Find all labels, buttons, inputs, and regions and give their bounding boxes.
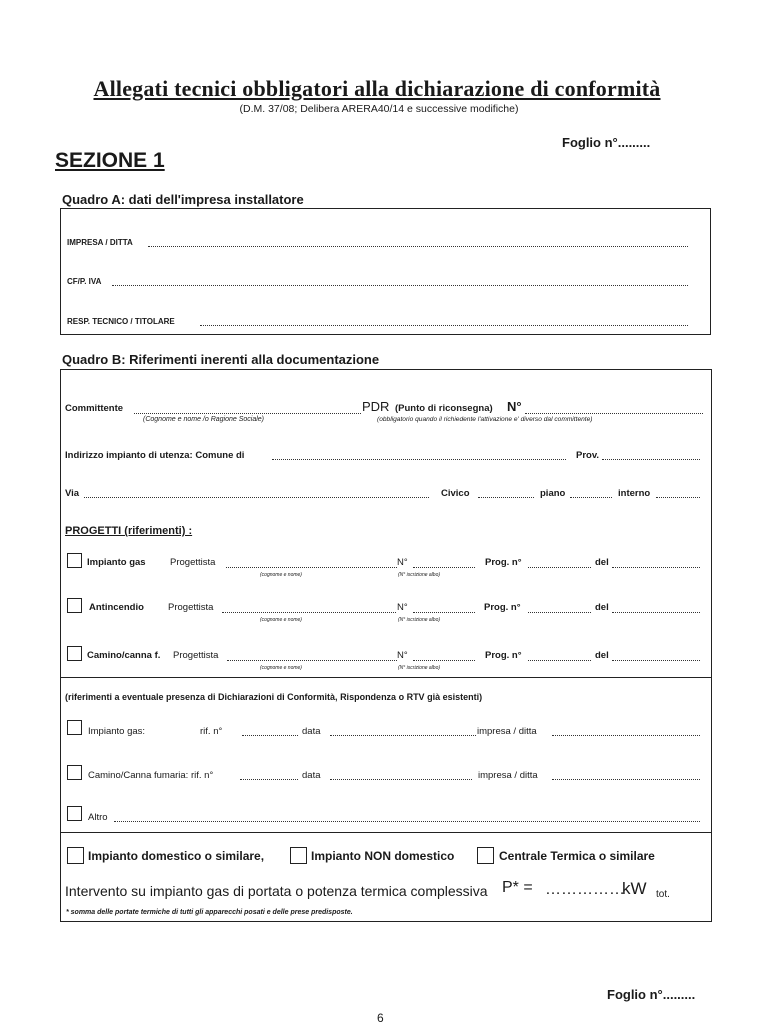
comune-field[interactable] [272, 459, 566, 460]
cf-piva-field[interactable] [112, 285, 688, 286]
quadro-a-box [60, 208, 711, 335]
prov-field[interactable] [602, 459, 700, 460]
rif-date-field[interactable] [330, 779, 472, 780]
page-title: Allegati tecnici obbligatori alla dichiarazione di conformità [93, 76, 661, 101]
section-divider [60, 832, 712, 833]
centrale-checkbox[interactable] [477, 847, 494, 864]
kw-unit-sub: tot. [656, 889, 670, 900]
kw-unit: kW [622, 879, 647, 898]
foglio-number-bottom: Foglio n°......... [607, 987, 696, 1002]
domestico-checkbox[interactable] [67, 847, 84, 864]
rif-date-field[interactable] [330, 735, 476, 736]
progettista-field[interactable] [222, 612, 396, 613]
via-label: Via [65, 488, 80, 499]
altro-field[interactable] [114, 821, 700, 822]
altro-checkbox[interactable] [67, 806, 82, 821]
pdr-label: PDR [362, 399, 390, 414]
cf-piva-label: CF/P. IVA [67, 277, 102, 286]
impresa-label: IMPRESA / DITTA [67, 238, 133, 247]
piano-field[interactable] [570, 497, 612, 498]
progettista-label: Progettista [168, 602, 214, 613]
progettista-field[interactable] [227, 660, 397, 661]
pdr-number-field[interactable] [525, 413, 703, 414]
committente-field[interactable] [134, 413, 361, 414]
rif-camino-checkbox[interactable] [67, 765, 82, 780]
non-domestico-label: Impianto NON domestico [311, 849, 455, 863]
via-field[interactable] [84, 497, 429, 498]
impianto-gas-checkbox[interactable] [67, 553, 82, 568]
data-label: data [302, 726, 321, 737]
iscrizione-field[interactable] [413, 612, 475, 613]
committente-hint: (Cognome e nome /o Ragione Sociale) [143, 416, 265, 423]
resp-tecnico-field[interactable] [200, 325, 688, 326]
progetto-gas-label: Impianto gas [87, 557, 146, 568]
civico-label: Civico [441, 488, 470, 499]
prog-number-field[interactable] [528, 612, 591, 613]
iscrizione-field[interactable] [413, 660, 475, 661]
quadro-b-title: Quadro B: Riferimenti inerenti alla documentazione [62, 352, 380, 367]
prog-number-field[interactable] [528, 660, 591, 661]
camino-checkbox[interactable] [67, 646, 82, 661]
iscrizione-label: N° [397, 557, 408, 568]
iscrizione-field[interactable] [413, 567, 475, 568]
prog-number-label: Prog. n° [485, 650, 522, 661]
indirizzo-label: Indirizzo impianto di utenza: Comune di [65, 450, 245, 461]
rif-number-field[interactable] [242, 735, 298, 736]
del-date-field[interactable] [612, 612, 700, 613]
riferimenti-title: (riferimenti a eventuale presenza di Dichiarazioni di Conformità, Rispondenza o RTV già esistenti) [65, 692, 483, 702]
impresa-ditta-label: impresa / ditta [477, 726, 537, 737]
pdr-number-label: N° [507, 399, 522, 414]
impresa-ditta-field[interactable] [552, 735, 700, 736]
foglio-number-top: Foglio n°......... [562, 135, 651, 150]
del-date-field[interactable] [612, 660, 700, 661]
iscrizione-hint: (N° iscrizione albo) [398, 572, 441, 578]
quadro-a-title: Quadro A: dati dell'impresa installatore [62, 192, 304, 207]
prog-number-label: Prog. n° [485, 557, 522, 568]
iscrizione-hint: (N° iscrizione albo) [398, 665, 441, 671]
pdr-hint: (obbligatorio quando il richiedente l'attivazione e' diverso dal committente) [377, 416, 593, 423]
altro-label: Altro [88, 812, 108, 823]
iscrizione-label: N° [397, 650, 408, 661]
piano-label: piano [540, 488, 566, 499]
progettista-field[interactable] [226, 567, 397, 568]
iscrizione-hint: (N° iscrizione albo) [398, 617, 441, 623]
progettista-label: Progettista [170, 557, 216, 568]
intervento-label: Intervento su impianto gas di portata o potenza termica complessiva [65, 883, 488, 899]
cognome-hint: (cognome e nome) [260, 572, 302, 578]
page-subtitle: (D.M. 37/08; Delibera ARERA40/14 e successive modifiche) [239, 103, 519, 115]
del-label: del [595, 557, 609, 568]
rif-number-field[interactable] [240, 779, 298, 780]
impresa-field[interactable] [148, 246, 688, 247]
pdr-sub-label: (Punto di riconsegna) [395, 403, 493, 414]
progetto-camino-label: Camino/canna f. [87, 650, 161, 661]
rif-impianto-gas-label: Impianto gas: [88, 726, 146, 737]
interno-label: interno [618, 488, 651, 499]
impresa-ditta-field[interactable] [552, 779, 700, 780]
progetti-title: PROGETTI (riferimenti) : [65, 525, 193, 537]
del-label: del [595, 602, 609, 613]
rif-number-label: rif. n° [200, 726, 223, 737]
interno-field[interactable] [656, 497, 700, 498]
antincendio-checkbox[interactable] [67, 598, 82, 613]
centrale-label: Centrale Termica o similare [499, 849, 655, 863]
del-label: del [595, 650, 609, 661]
progetto-antincendio-label: Antincendio [89, 602, 144, 613]
progettista-label: Progettista [173, 650, 219, 661]
committente-label: Committente [65, 403, 124, 414]
prov-label: Prov. [576, 450, 600, 461]
footnote: * somma delle portate termiche di tutti gli apparecchi posati e delle prese predisposte. [66, 909, 353, 916]
cognome-hint: (cognome e nome) [260, 617, 302, 623]
non-domestico-checkbox[interactable] [290, 847, 307, 864]
section-divider [60, 677, 712, 678]
data-label: data [302, 770, 321, 781]
prog-number-field[interactable] [528, 567, 591, 568]
potenza-field[interactable]: …………… [545, 881, 625, 898]
impresa-ditta-label: impresa / ditta [478, 770, 538, 781]
domestico-label: Impianto domestico o similare, [88, 849, 265, 863]
prog-number-label: Prog. n° [484, 602, 521, 613]
civico-field[interactable] [478, 497, 534, 498]
rif-camino-label: Camino/Canna fumaria: rif. n° [88, 770, 214, 781]
rif-impianto-gas-checkbox[interactable] [67, 720, 82, 735]
iscrizione-label: N° [397, 602, 408, 613]
potenza-label: P* = [502, 879, 533, 896]
del-date-field[interactable] [612, 567, 700, 568]
resp-tecnico-label: RESP. TECNICO / TITOLARE [67, 317, 175, 326]
section-title: SEZIONE 1 [55, 149, 165, 172]
page-number: 6 [377, 1011, 384, 1025]
cognome-hint: (cognome e nome) [260, 665, 302, 671]
